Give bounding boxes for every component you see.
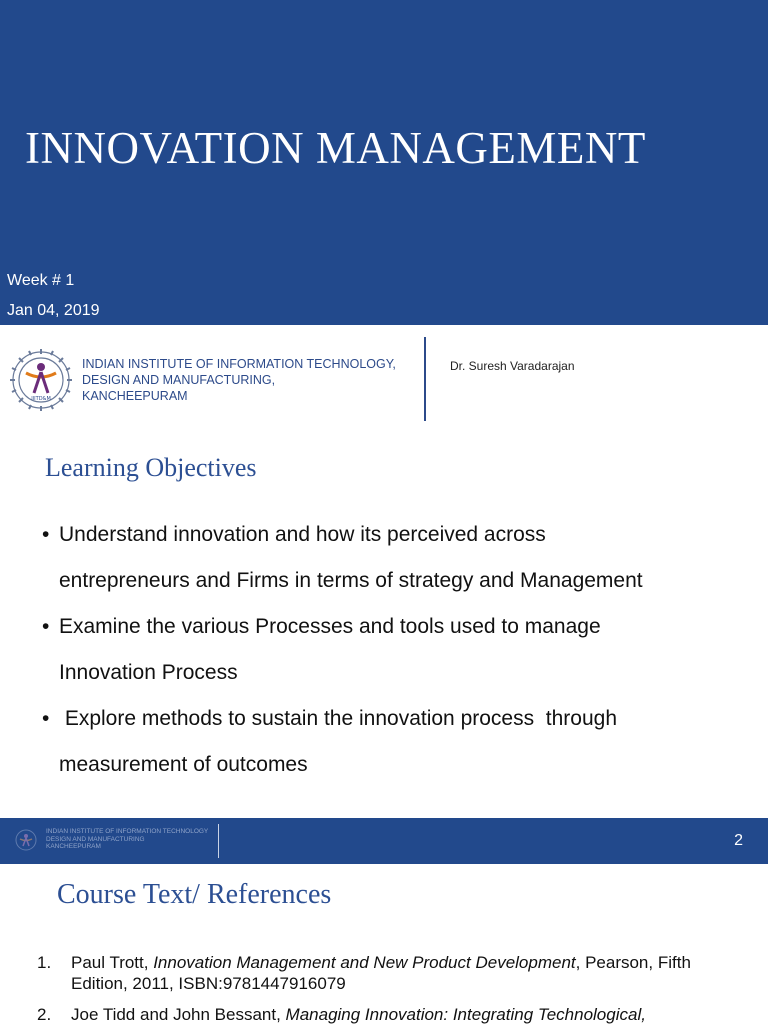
reference-number: 1. bbox=[37, 953, 52, 972]
vertical-divider bbox=[218, 824, 219, 858]
learning-objectives-list bbox=[42, 512, 752, 788]
bullet-icon: • bbox=[42, 615, 50, 638]
reference-number: 2. bbox=[37, 1005, 52, 1024]
list-item: • Explore methods to sustain the innovation process through bbox=[42, 696, 752, 742]
institute-name bbox=[82, 356, 422, 404]
vertical-divider bbox=[424, 337, 426, 421]
institute-logo-icon bbox=[14, 828, 38, 852]
author-name: Dr. Suresh Varadarajan bbox=[450, 359, 575, 373]
references-heading: Course Text/ References bbox=[57, 879, 332, 910]
reference-item: 1. Paul Trott, Innovation Management and New Product Development, Pearson, Fifth Edition, 2011, ISBN:9781447916079 bbox=[37, 953, 691, 993]
institute-name-line-2: DESIGN AND MANUFACTURING, bbox=[82, 373, 276, 387]
bullet-icon: • bbox=[42, 523, 50, 546]
institute-logo-icon bbox=[8, 347, 74, 413]
list-item-continuation: Innovation Process bbox=[59, 661, 238, 684]
institute-name-line-3: KANCHEEPURAM bbox=[82, 389, 188, 403]
reference-item: 2. Joe Tidd and John Bessant, Managing Innovation: Integrating Technological, bbox=[37, 1005, 646, 1024]
institute-name-small: INDIAN INSTITUTE OF INFORMATION TECHNOLOGY DESIGN AND MANUFACTURING KANCHEEPURAM bbox=[46, 828, 209, 850]
bullet-icon: • bbox=[42, 707, 50, 730]
list-item: • Examine the various Processes and tools used to manage bbox=[42, 604, 752, 650]
page-number: 2 bbox=[734, 832, 743, 849]
list-item-continuation: entrepreneurs and Firms in terms of strategy and Management bbox=[59, 569, 643, 592]
list-item-continuation: measurement of outcomes bbox=[59, 753, 308, 776]
title-slide-header bbox=[0, 0, 768, 325]
list-item: • Understand innovation and how its perceived across bbox=[42, 512, 752, 558]
slide-2-header-bar bbox=[0, 818, 768, 864]
references-list bbox=[37, 952, 737, 1024]
learning-objectives-heading: Learning Objectives bbox=[45, 453, 257, 482]
week-label: Week # 1 bbox=[7, 272, 75, 289]
svg-text:IIITD&M: IIITD&M bbox=[31, 396, 51, 402]
institute-name-line-1: INDIAN INSTITUTE OF INFORMATION TECHNOLOGY, bbox=[82, 357, 396, 371]
institute-bar bbox=[0, 325, 768, 430]
date-label: Jan 04, 2019 bbox=[7, 302, 100, 319]
slide-title: INNOVATION MANAGEMENT bbox=[25, 123, 646, 173]
